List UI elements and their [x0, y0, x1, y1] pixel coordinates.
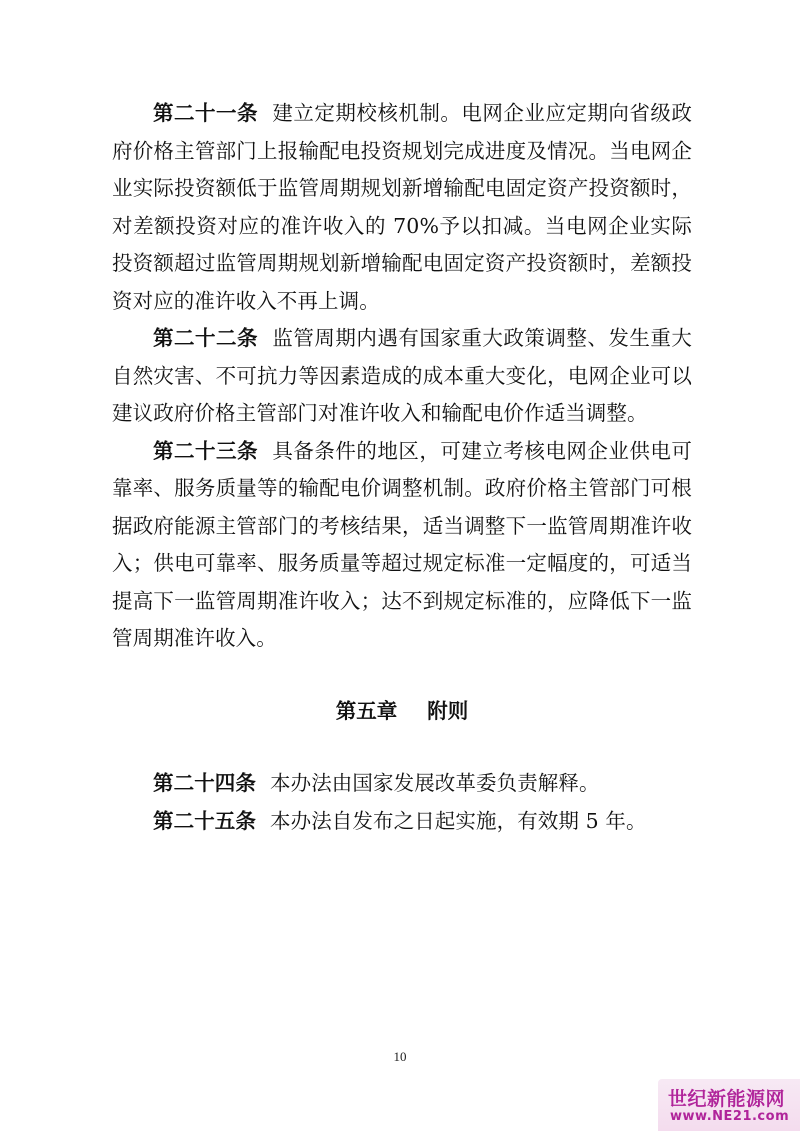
chapter-title: 附则 [427, 698, 469, 723]
page-number: 10 [393, 1049, 407, 1064]
article-number: 第二十五条 [153, 808, 256, 833]
chapter-number: 第五章 [335, 698, 398, 723]
article-23 [112, 433, 692, 658]
article-25 [112, 803, 692, 841]
article-number: 第二十二条 [153, 326, 258, 350]
watermark-url: www.NE21.com [670, 1109, 790, 1124]
watermark-logo [658, 1079, 800, 1131]
article-22 [112, 320, 692, 433]
article-24 [112, 765, 692, 803]
chapter-heading [112, 693, 692, 731]
article-text: 具备条件的地区，可建立考核电网企业供电可靠率、服务质量等的输配电价调整机制。政府价格主管部门可根据政府能源主管部门的考核结果，适当调整下一监管周期准许收入；供电可靠率、服务质量等超过规定标准一定幅度的，可适当提高下一监管周期准许收入；达不到规定标准的，应降低下一监管周期准许收入。 [112, 438, 692, 650]
article-text: 本办法由国家发展改革委负责解释。 [270, 771, 600, 795]
article-text: 建立定期校核机制。电网企业应定期向省级政府价格主管部门上报输配电投资规划完成进度及情况。当电网企业实际投资额低于监管周期规划新增输配电固定资产投资额时，对差额投资对应的准许收入的 70%予以扣减。当电网企业实际投资额超过监管周期规划新增输配电固定资产投资额时，差额投资对应的准许收入不再上调。 [112, 101, 692, 313]
article-text: 监管周期内遇有国家重大政策调整、发生重大自然灾害、不可抗力等因素造成的成本重大变化，电网企业可以建议政府价格主管部门对准许收入和输配电价作适当调整。 [112, 326, 692, 425]
article-number: 第二十三条 [153, 438, 258, 463]
document-body [112, 95, 692, 840]
article-number: 第二十一条 [153, 101, 258, 125]
article-text: 本办法自发布之日起实施，有效期 5 年。 [270, 808, 647, 833]
watermark-name: 世纪新能源网 [668, 1088, 786, 1110]
article-number: 第二十四条 [153, 771, 256, 795]
article-21 [112, 95, 692, 320]
